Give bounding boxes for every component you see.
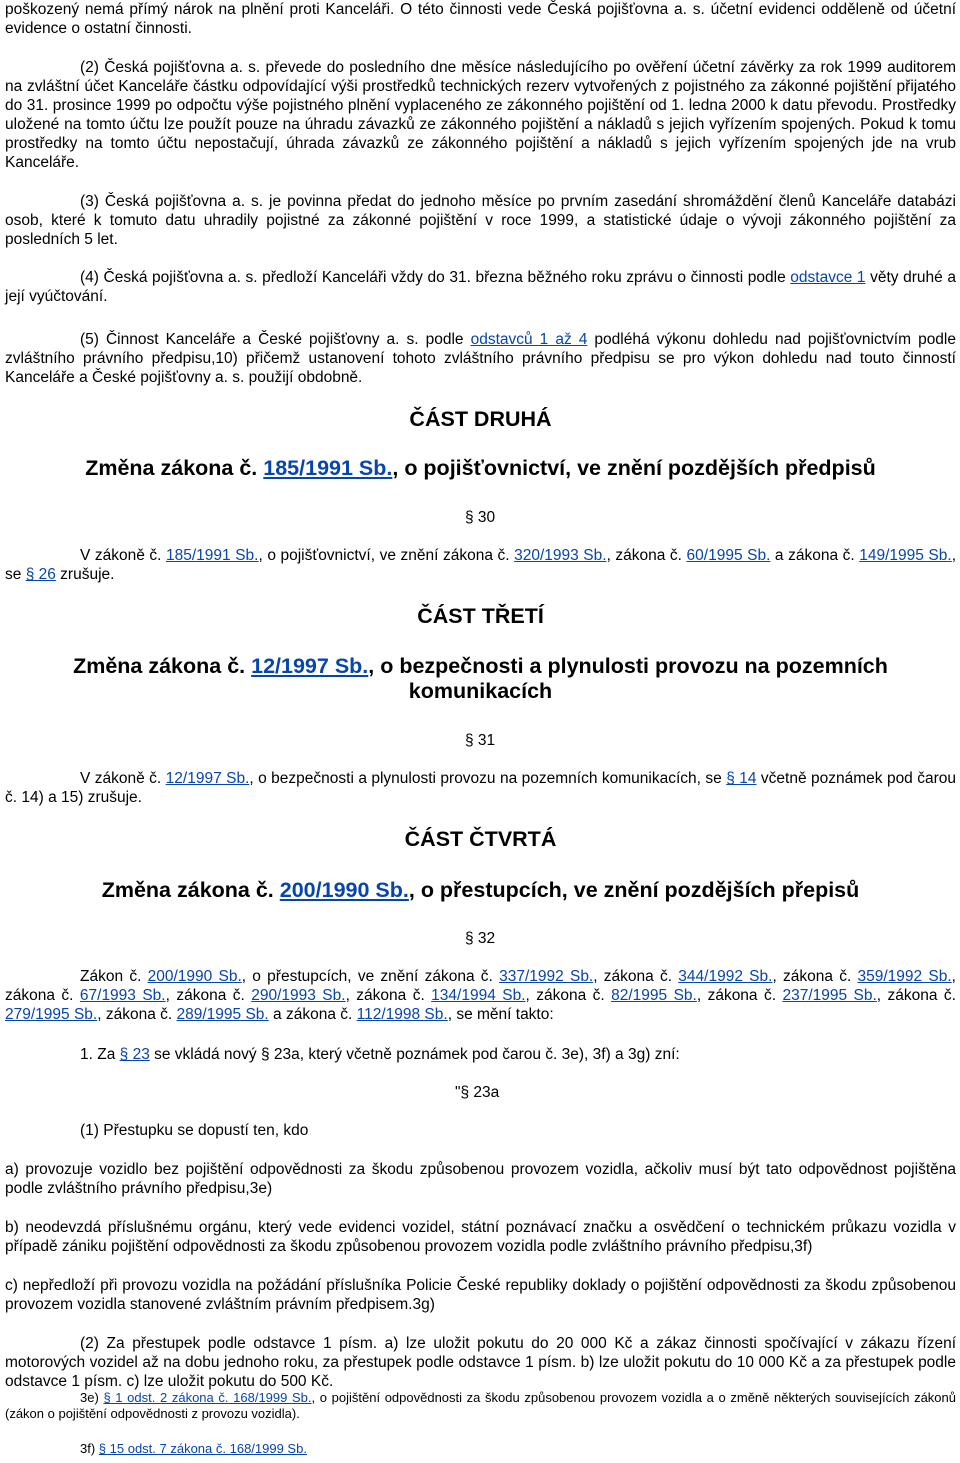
part-2-heading-text-end: , o pojišťovnictví, ve znění pozdějších předpisů [392,456,876,480]
fn3e-label: 3e) [80,1390,104,1405]
s31-t3: včetně poznámek pod čarou č. 14) a 15) zrušuje. [5,770,957,806]
paragraph-2 [5,58,956,172]
link-359-1992[interactable]: 359/1992 Sb. [857,968,952,985]
link-337-1992[interactable]: 337/1992 Sb. [499,968,594,985]
s30-t2: , o pojišťovnictví, ve znění zákona č. [258,547,515,564]
paragraph-4 [5,268,956,306]
s31-t1: V zákoně č. [80,770,166,787]
link-134-1994[interactable]: 134/1994 Sb. [431,987,526,1004]
paragraph-3 [5,192,956,249]
paragraph-2-text: (2) Česká pojišťovna a. s. převede do posledního dne měsíce následujícího po ověření účetní závěrky za rok 1999 auditorem na zvláštní účet Kanceláře částku odpovídající výši prostředků technických rezerv vytvořených z pojistného za zákonné pojištění přijatého do 31. prosince 1999 po odpočtu výše pojistného plnění vyplaceného ze zákonného pojištění od 1. ledna 2000 k datu převodu. Prostředky uložené na tomto účtu lze použít pouze na úhradu závazků ze zákonného pojištění a nákladů s jejich vyřízením spojených. Pokud k tomu prostředky na tomto účtu nepostačují, úhrada závazků ze zákonného pojištění a nákladů s jejich vyřízením spojených jde na vrub Kanceláře. [5,59,956,171]
letter-a: a) provozuje vozidlo bez pojištění odpovědnosti za škodu způsobenou provozem vozidla, ačkoliv musí být tato odpovědnost pojištěna podle zvláštního právního předpisu,3e) [5,1161,956,1197]
paragraph-5 [5,330,956,387]
part-3-title: ČÁST TŘETÍ [417,604,544,628]
link-112-1998[interactable]: 112/1998 Sb. [356,1006,448,1023]
part-2-title: ČÁST DRUHÁ [409,407,552,431]
part-4-heading [5,878,956,903]
link-fn3f[interactable]: § 15 odst. 7 zákona č. 168/1999 Sb. [98,1441,307,1456]
s32-t3: , zákona č. [593,968,679,985]
fn3e-text: , o pojištění odpovědnosti za škodu způsobenou provozem vozidla a o změně některých souvisejících zákonů (zákon o pojištění odpovědnosti z provozu vozidla). [5,1390,957,1421]
link-odstavcu-1-az-4[interactable]: odstavců 1 až 4 [470,331,588,348]
s32-t1: Zákon č. [80,968,148,985]
paragraph-5-text: (5) Činnost Kanceláře a České pojišťovny a. s. podle [80,331,471,348]
paragraph-4-text-end: věty druhé a její vyúčtování. [5,269,956,305]
section-32-text [5,967,956,1024]
subsection-1: (1) Přestupku se dopustí ten, kdo [80,1122,309,1139]
s32-t11: , zákona č. [97,1006,177,1023]
part-4-heading-text: Změna zákona č. [101,878,280,902]
paragraph-4-text: (4) Česká pojišťovna a. s. předloží Kanceláři vždy do 31. března běžného roku zprávu o činnosti podle [80,269,791,286]
part-2-heading-text: Změna zákona č. [85,456,264,480]
s32-t12: a zákona č. [268,1006,357,1023]
link-344-1992[interactable]: 344/1992 Sb. [678,968,773,985]
footnote-3f [5,1441,956,1457]
section-30-text [5,546,956,584]
link-12-1997-b[interactable]: 12/1997 Sb. [165,770,250,787]
s32-t10: , zákona č. [876,987,956,1004]
part-2-heading [5,456,956,481]
section-32-number: § 32 [465,930,496,947]
section-30-number: § 30 [465,509,496,526]
link-67-1993[interactable]: 67/1993 Sb. [79,987,166,1004]
part-3-heading-text-end: , o bezpečnosti a plynulosti provozu na pozemních komunikacích [368,654,888,703]
s32-t8: , zákona č. [525,987,612,1004]
item-1 [5,1045,956,1064]
link-fn3e[interactable]: § 1 odst. 2 zákona č. 168/1999 Sb. [103,1390,312,1405]
s32-t2: , o přestupcích, ve znění zákona č. [241,968,500,985]
part-4-title: ČÁST ČTVRTÁ [404,827,557,851]
letter-c: c) nepředloží při provozu vozidla na požádání příslušníka Policie České republiky doklady o pojištění odpovědnosti za škodu způsobenou provozem vozidla stanovené zvláštním právním předpisem.3g) [5,1277,956,1313]
section-31-number: § 31 [465,732,496,749]
s30-t4: a zákona č. [770,547,860,564]
part-3-heading-text: Změna zákona č. [73,654,252,678]
section-31-text [5,769,956,807]
link-279-1995[interactable]: 279/1995 Sb. [5,1006,98,1023]
s31-t2: , o bezpečnosti a plynulosti provozu na pozemních komunikacích, se [249,770,727,787]
s30-t5: , se [5,547,957,583]
s32-t4: , zákona č. [772,968,858,985]
s30-t6: zrušuje. [55,566,115,583]
link-149-1995[interactable]: 149/1995 Sb. [859,547,952,564]
link-82-1995[interactable]: 82/1995 Sb. [611,987,697,1004]
s30-t3: , zákona č. [606,547,687,564]
link-par-23[interactable]: § 23 [119,1046,150,1063]
item-1-text: 1. Za [80,1046,120,1063]
subsection-2: (2) Za přestupek podle odstavce 1 písm. a) lze uložit pokutu do 20 000 Kč a zákaz činnosti spočívající v zákazu řízení motorových vozidel až na dobu jednoho roku, za přestupek podle odstavce 1 písm. b) lze uložit pokutu do 10 000 Kč a za přestupek podle odstavce 1 písm. c) lze uložit pokutu do 500 Kč. [5,1335,956,1390]
link-200-1990-b[interactable]: 200/1990 Sb. [147,968,242,985]
letter-b: b) neodevzdá příslušnému orgánu, který vede evidenci vozidel, státní poznávací značku a osvědčení o technickém průkazu vozidla v případě zániku pojištění odpovědnosti za škodu způsobenou provozem vozidla podle zvláštního právního předpisu,3f) [5,1219,956,1255]
intro-text: poškozený nemá přímý nárok na plnění proti Kanceláři. O této činnosti vede Česká pojišťovna a. s. účetní evidenci odděleně od účetní evidence o ostatní činnosti. [5,1,956,37]
section-23a-number: "§ 23a [455,1084,500,1101]
link-185-1991-b[interactable]: 185/1991 Sb. [166,547,259,564]
part-4-heading-text-end: , o přestupcích, ve znění pozdějších přepisů [408,878,860,902]
s32-t5: , zákona č. [5,968,956,1004]
s32-t9: , zákona č. [696,987,783,1004]
s30-t1: V zákoně č. [80,547,167,564]
fn3f-label: 3f) [80,1441,99,1456]
link-289-1995[interactable]: 289/1995 Sb. [176,1006,269,1023]
intro-paragraph [5,0,956,38]
s32-t13: , se mění takto: [447,1006,554,1023]
link-320-1993[interactable]: 320/1993 Sb. [514,547,607,564]
part-3-heading [45,654,916,704]
link-60-1995[interactable]: 60/1995 Sb. [686,547,771,564]
link-237-1995[interactable]: 237/1995 Sb. [782,987,877,1004]
link-par-26[interactable]: § 26 [25,566,56,583]
paragraph-5-text-end: podléhá výkonu dohledu nad pojišťovnictvím podle zvláštního právního předpisu,10) přičemž ustanovení tohoto zvláštního právního předpisu se pro výkon dohledu nad touto činností Kanceláře a České pojišťovny a. s. použijí obdobně. [5,331,956,386]
link-200-1990[interactable]: 200/1990 Sb. [279,878,409,902]
link-odstavce-1[interactable]: odstavce 1 [790,269,866,286]
link-185-1991[interactable]: 185/1991 Sb. [263,456,393,480]
paragraph-3-text: (3) Česká pojišťovna a. s. je povinna předat do jednoho měsíce po prvním zasedání shromáždění členů Kanceláře databázi osob, které k tomuto datu uhradily pojistné za zákonné pojištění v roce 1999, a statistické údaje o vývoji zákonného pojištění za posledních 5 let. [5,193,956,248]
link-290-1993[interactable]: 290/1993 Sb. [251,987,346,1004]
link-12-1997[interactable]: 12/1997 Sb. [251,654,369,678]
link-par-14[interactable]: § 14 [726,770,757,787]
s32-t6: , zákona č. [165,987,252,1004]
s32-t7: , zákona č. [345,987,432,1004]
footnote-3e [5,1390,956,1422]
item-1-text-end: se vkládá nový § 23a, který včetně poznámek pod čarou č. 3e), 3f) a 3g) zní: [149,1046,680,1063]
